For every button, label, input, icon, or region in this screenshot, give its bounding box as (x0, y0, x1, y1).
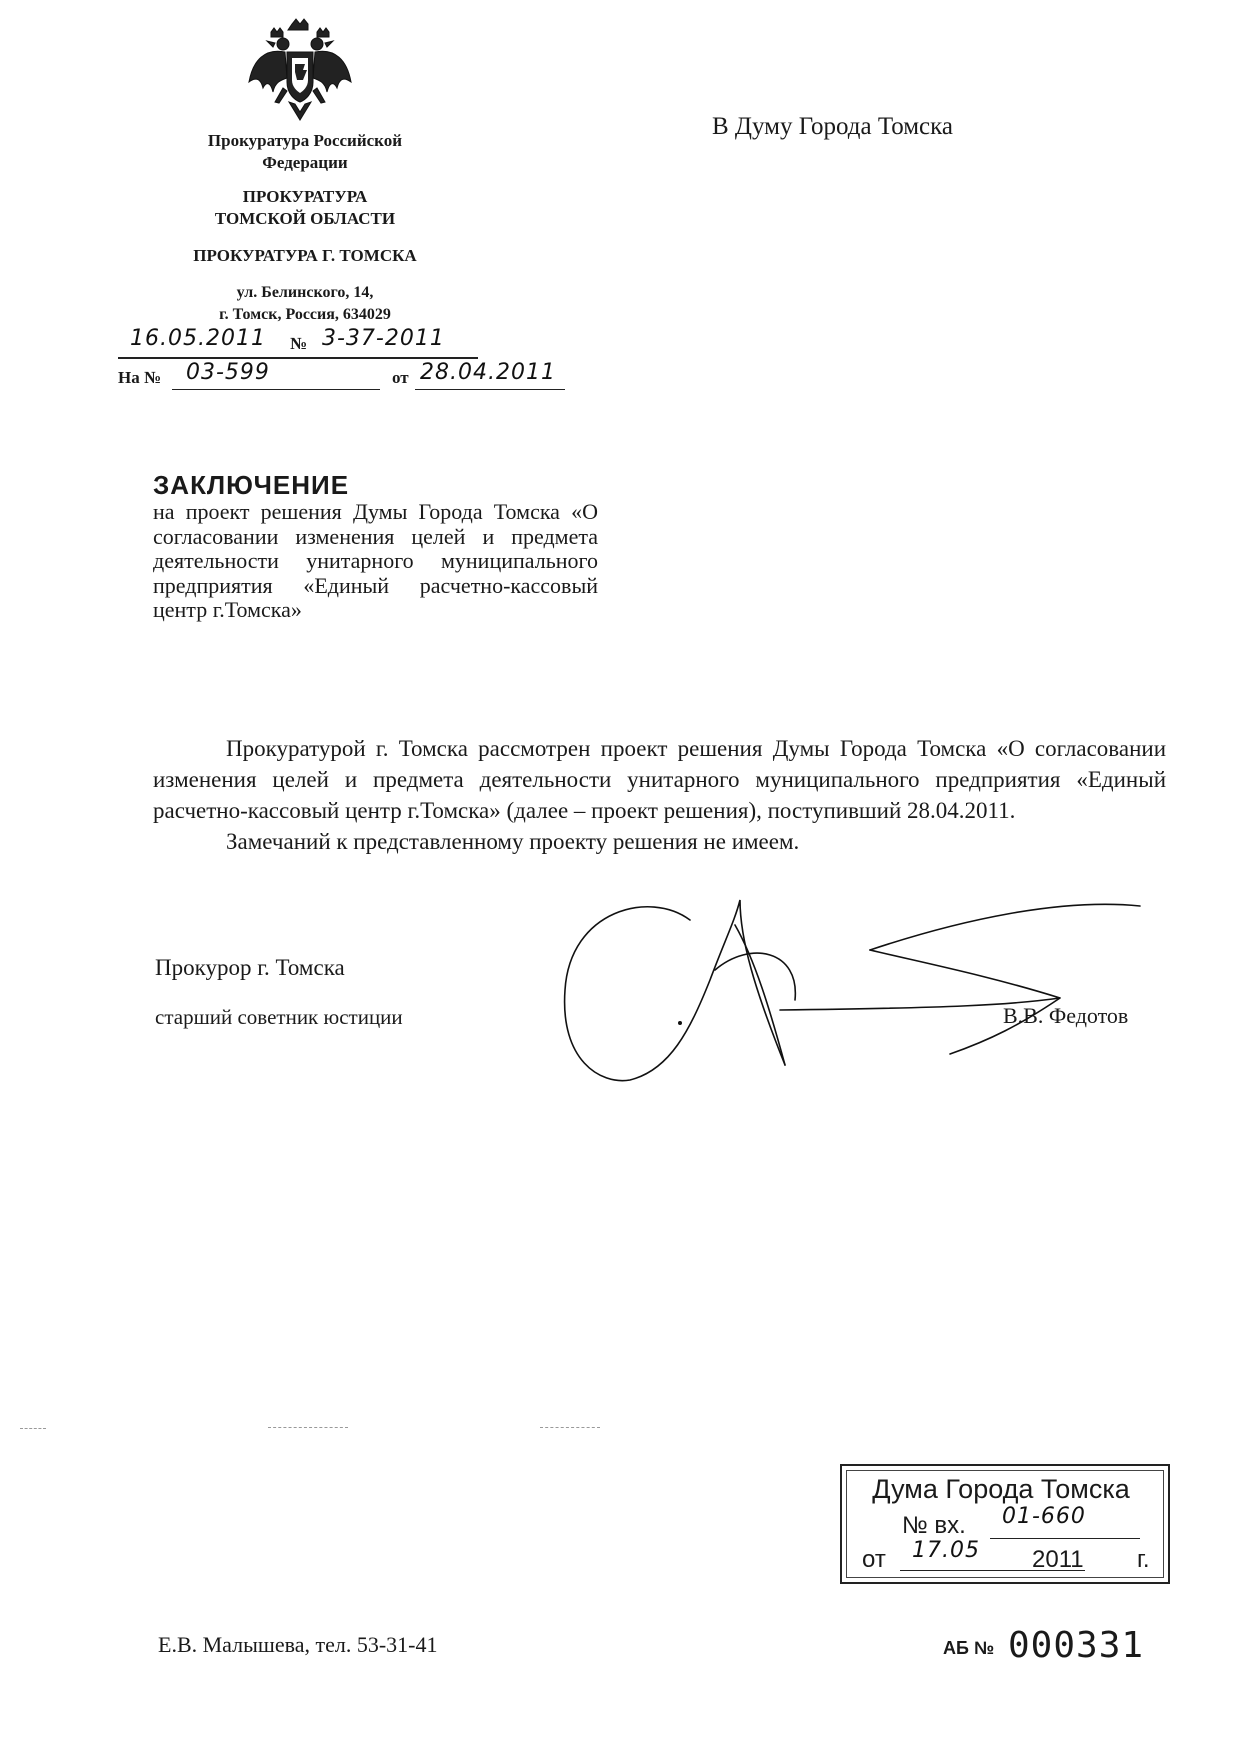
stamp-year-suffix: г. (1137, 1546, 1150, 1573)
incoming-registration-stamp (840, 1464, 1170, 1584)
scan-artifact (20, 1428, 46, 1429)
address-line2: г. Томск, Россия, 634029 (219, 306, 391, 323)
stamp-title: Дума Города Томска (872, 1474, 1130, 1504)
form-serial-label: АБ № (943, 1638, 995, 1658)
document-title: ЗАКЛЮЧЕНИЕ (153, 470, 350, 500)
stamp-year: 2011 (1032, 1546, 1084, 1573)
body-paragraph: Замечаний к представленному проекту решения не имеем. (226, 829, 800, 854)
reply-from-label: от (392, 368, 409, 387)
reply-date: 28.04.2011 (420, 360, 556, 385)
document-subject: на проект решения Думы Города Томска «О согласовании изменения целей и предмета деятельности унитарного муниципального предприятия «Единый расчетно-кассовый центр г.Томска» (153, 499, 598, 622)
sender-org-line2: Федерации (262, 153, 348, 172)
address-line1: ул. Белинского, 14, (236, 284, 374, 301)
coat-of-arms-emblem-icon (245, 18, 355, 126)
reply-date-underline (415, 389, 565, 390)
stamp-number-underline (990, 1538, 1140, 1539)
sender-org-line1: Прокуратура Российской (207, 131, 403, 150)
reply-to-label: На № (118, 368, 162, 387)
outgoing-number: 3-37-2011 (322, 326, 445, 351)
sender-regional-office (170, 186, 440, 230)
reply-number-underline (172, 389, 380, 390)
form-serial-number: 000331 (1008, 1625, 1145, 1666)
regional-line2: ТОМСКОЙ ОБЛАСТИ (214, 209, 396, 228)
reply-to-number: 03-599 (186, 360, 270, 385)
outgoing-underline (118, 357, 478, 359)
stamp-date: 17.05 (912, 1538, 980, 1563)
stamp-number: 01-660 (1002, 1504, 1086, 1529)
addressee: В Думу Города Томска (712, 113, 954, 140)
document-body (153, 733, 1166, 857)
signatory-rank: старший советник юстиции (155, 1005, 403, 1029)
sender-city-office: ПРОКУРАТУРА Г. ТОМСКА (193, 246, 417, 265)
stamp-from-label: от (862, 1546, 886, 1573)
scan-artifact (268, 1427, 348, 1428)
handwritten-signature (540, 880, 1190, 1120)
signatory-name: В.В. Федотов (1003, 1003, 1129, 1028)
regional-line1: ПРОКУРАТУРА (242, 187, 368, 206)
executor-contact: Е.В. Малышева, тел. 53-31-41 (158, 1632, 438, 1657)
signatory-position: Прокурор г. Томска (155, 955, 345, 980)
outgoing-date: 16.05.2011 (130, 326, 266, 351)
scan-artifact (540, 1427, 600, 1428)
stamp-number-label: № вх. (902, 1512, 966, 1539)
body-paragraph: Прокуратурой г. Томска рассмотрен проект решения Думы Города Томска «О согласовании изменения целей и предмета деятельности унитарного муниципального предприятия «Единый расчетно-кассовый центр г.Томска» (далее – проект решения), поступивший 28.04.2011. (153, 736, 1166, 823)
outgoing-number-label: № (290, 334, 308, 353)
sender-organization (170, 130, 440, 174)
sender-address (150, 282, 460, 326)
signature-dot (678, 1021, 682, 1025)
